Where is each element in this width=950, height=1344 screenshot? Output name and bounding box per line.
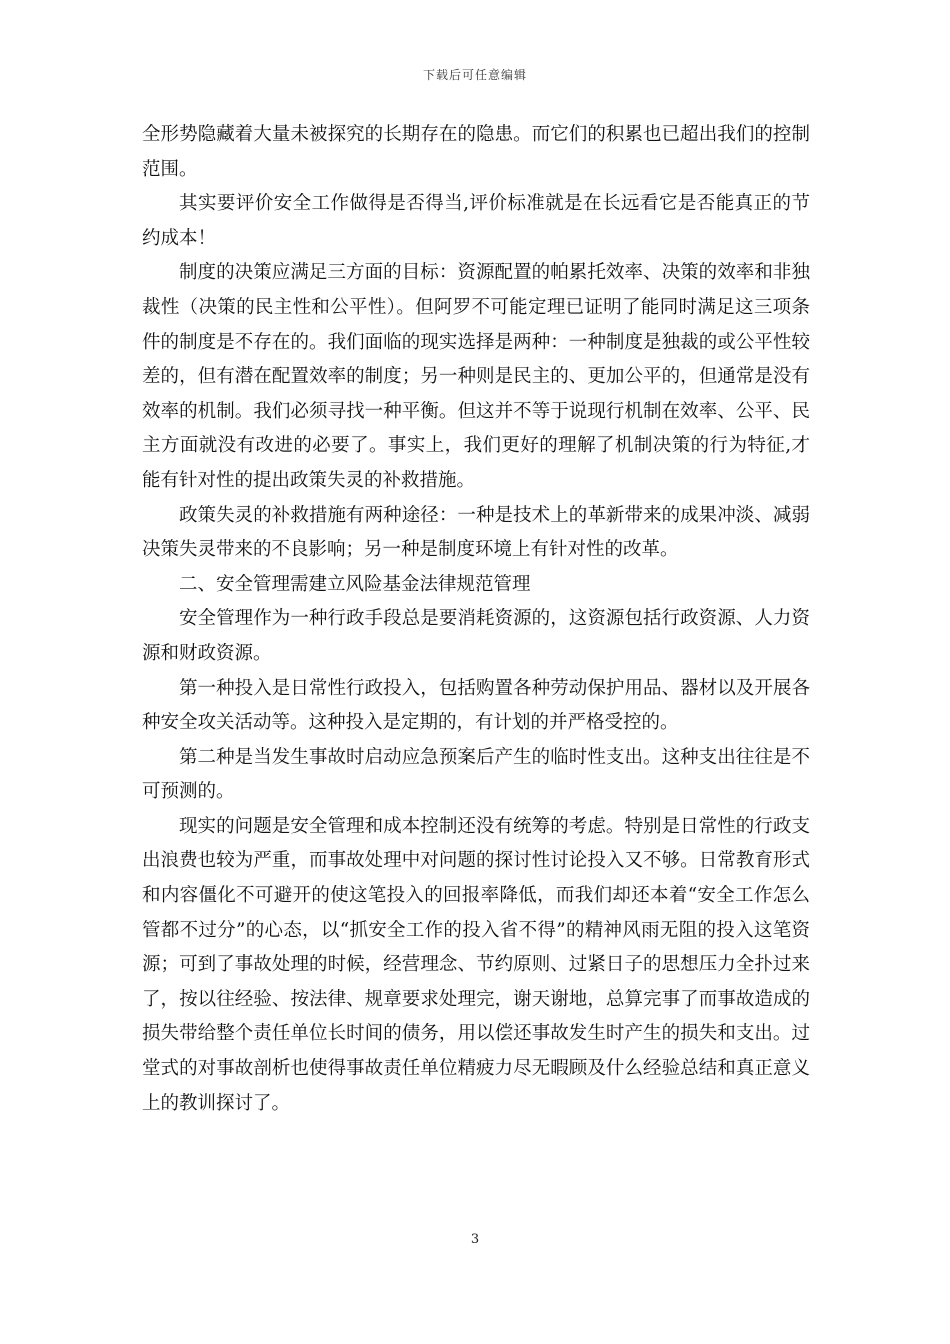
paragraph: 其实要评价安全工作做得是否得当,评价标准就是在长远看它是否能真正的节约成本！	[142, 193, 810, 249]
page-header: 下载后可任意编辑	[422, 68, 527, 82]
section-heading: 二、安全管理需建立风险基金法律规范管理	[179, 573, 531, 595]
paragraph: 第二种是当发生事故时启动应急预案后产生的临时性支出。这种支出往往是不可预测的。	[142, 746, 810, 803]
paragraph: 政策失灵的补救措施有两种途径：一种是技术上的革新带来的成果冲淡、减弱决策失灵带来的不良影响；另一种是制度环境上有针对性的改革。	[142, 504, 810, 561]
paragraph: 制度的决策应满足三方面的目标：资源配置的帕累托效率、决策的效率和非独裁性（决策的民主性和公平性）。但阿罗不可能定理已证明了能同时满足这三项条件的制度是不存在的。我们面临的现实选择是两种：一种制度是独裁的或公平性较差的，但有潜在配置效率的制度；另一种则是民主的、更加公平的，但通常是没有效率的机制。我们必须寻找一种平衡。但这并不等于说现行机制在效率、公平、民主方面就没有改进的必要了。事实上，我们更好的理解了机制决策的行为特征,才能有针对性的提出政策失灵的补救措施。	[142, 262, 810, 491]
paragraph: 第一种投入是日常性行政投入，包括购置各种劳动保护用品、器材以及开展各种安全攻关活动等。这种投入是定期的，有计划的并严格受控的。	[142, 677, 810, 734]
paragraph-continuation: 全形势隐藏着大量未被探究的长期存在的隐患。而它们的积累也已超出我们的控制范围。	[142, 124, 810, 180]
paragraph: 安全管理作为一种行政手段总是要消耗资源的，这资源包括行政资源、人力资源和财政资源。	[142, 608, 810, 664]
paragraph: 现实的问题是安全管理和成本控制还没有统筹的考虑。特别是日常性的行政支出浪费也较为严重，而事故处理中对问题的探讨性讨论投入又不够。日常教育形式和内容僵化不可避开的使这笔投入的回报率降低，而我们却还本着“安全工作怎么管都不过分”的心态，以“抓安全工作的投入省不得”的精神风雨无阻的投入这笔资源；可到了事故处理的时候，经营理念、节约原则、过紧日子的思想压力全扑过来了，按以往经验、按法律、规章要求处理完，谢天谢地，总算完事了而事故造成的损失带给整个责任单位长时间的债务，用以偿还事故发生时产生的损失和支出。过堂式的对事故剖析也使得事故责任单位精疲力尽无暇顾及什么经验总结和真正意义上的教训探讨了。	[142, 815, 810, 1114]
body-text	[142, 118, 810, 1121]
page-number: 3	[470, 1232, 480, 1247]
